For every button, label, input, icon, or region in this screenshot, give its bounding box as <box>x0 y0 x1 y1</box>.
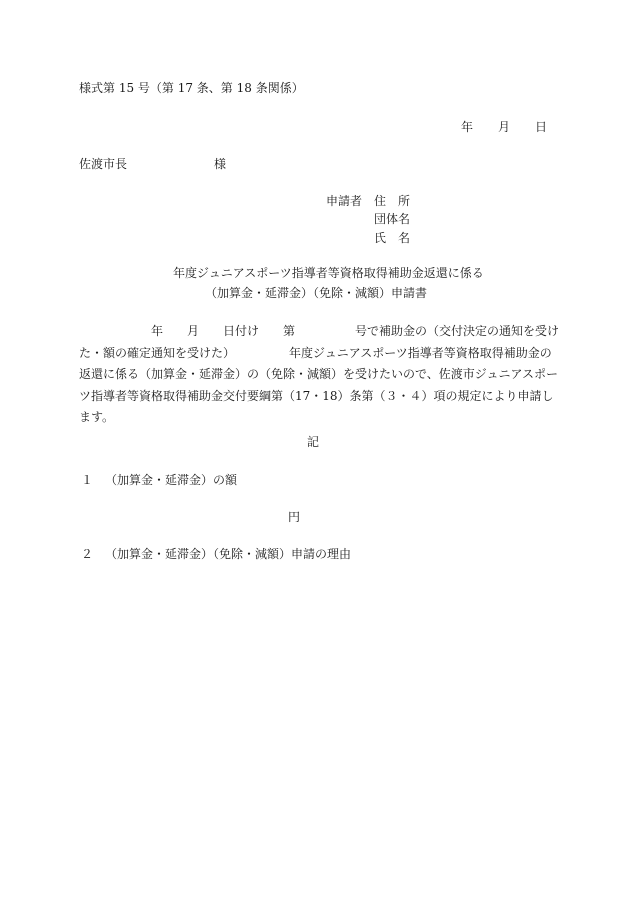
body-line: 年 月 日付け 第 号で補助金の（交付決定の通知を受け <box>79 324 560 338</box>
ki-heading: 記 <box>307 435 320 449</box>
applicant-name-label: 氏 名 <box>374 231 411 245</box>
item-2-label: （加算金・延滞金）（免除・減額）申請の理由 <box>105 547 352 561</box>
document-title-line2: （加算金・延滞金）（免除・減額）申請書 <box>205 286 428 300</box>
applicant-organization-label: 団体名 <box>374 212 411 226</box>
form-number: 様式第 15 号（第 17 条、第 18 条関係） <box>79 81 304 95</box>
item-1-number: １ <box>81 473 94 487</box>
recipient-title: 佐渡市長 <box>79 157 128 171</box>
body-line: ます。 <box>79 410 115 424</box>
document-title-line1: 年度ジュニアスポーツ指導者等資格取得補助金返還に係る <box>173 266 484 280</box>
item-2-number: ２ <box>81 547 94 561</box>
item-1-label: （加算金・延滞金）の額 <box>105 473 238 487</box>
date-month: 月 <box>498 120 511 134</box>
item-1-unit: 円 <box>288 510 301 524</box>
body-line: た・額の確定通知を受けた） 年度ジュニアスポーツ指導者等資格取得補助金の <box>79 345 552 360</box>
body-line: ツ指導者等資格取得補助金交付要綱第（17・18）条第（３・４）項の規定により申請し <box>79 388 554 403</box>
applicant-address-label: 住 所 <box>374 194 411 208</box>
recipient-honorific: 様 <box>214 157 227 171</box>
body-paragraph <box>79 321 560 429</box>
date-day: 日 <box>535 120 548 134</box>
body-line: 返還に係る（加算金・延滞金）の（免除・減額）を受けたいので、佐渡市ジュニアスポー <box>79 367 559 381</box>
applicant-label: 申請者 <box>326 194 363 208</box>
date-year: 年 <box>461 120 474 134</box>
